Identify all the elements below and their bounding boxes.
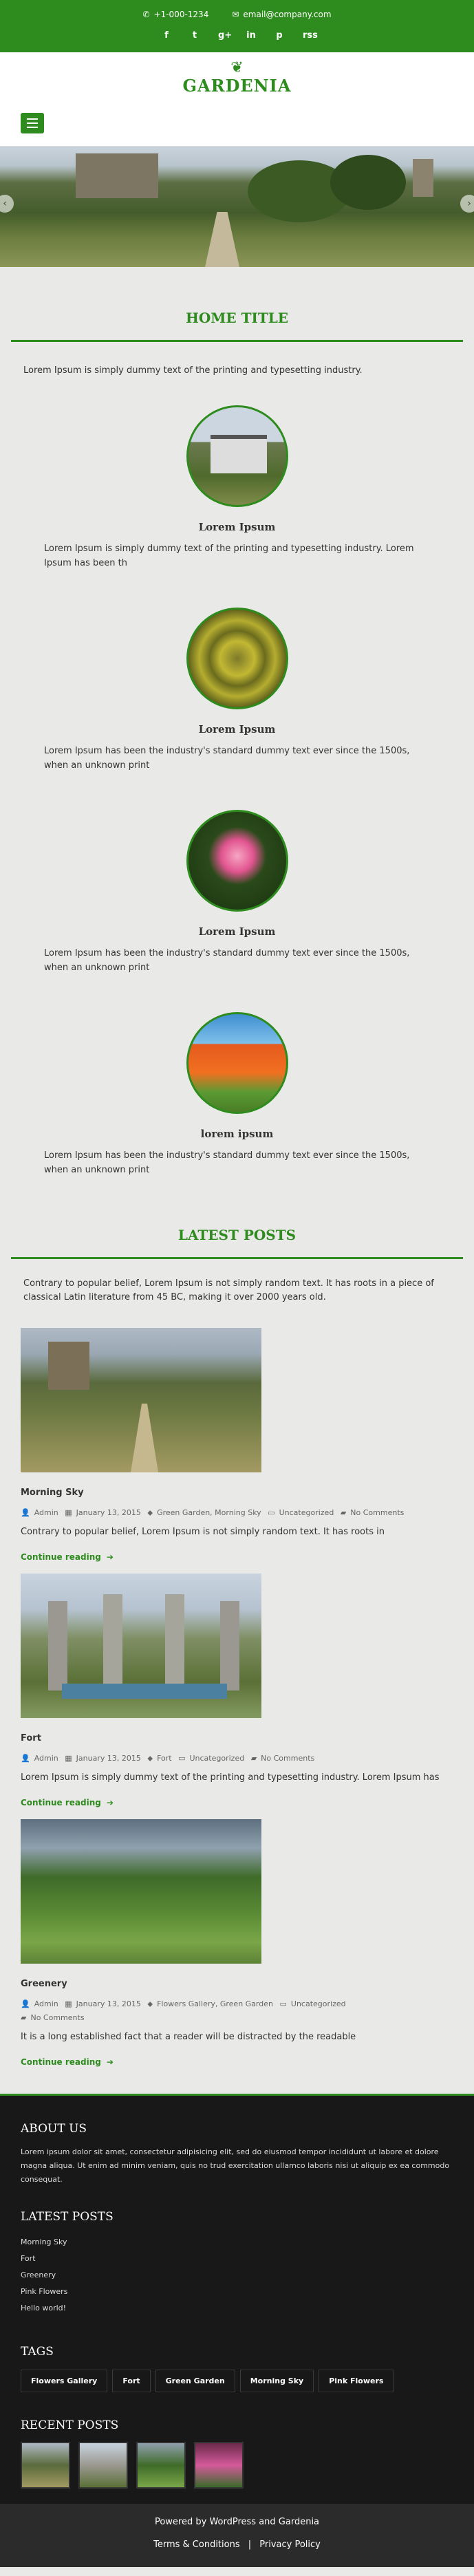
post-excerpt: It is a long established fact that a reader will be distracted by the readable: [21, 2032, 356, 2042]
tag-icon: ⬥: [147, 1508, 153, 1517]
recent-post-thumb[interactable]: [78, 2442, 128, 2489]
comment-icon: ▰: [250, 1754, 257, 1763]
tag-icon: ⬥: [147, 1999, 153, 2008]
post-item: [0, 1328, 474, 1563]
comment-icon: ▰: [21, 2013, 27, 2022]
post-title[interactable]: Greenery: [21, 1979, 67, 1989]
user-icon: 👤: [21, 1999, 30, 2008]
tag-icon: ⬥: [147, 1754, 153, 1763]
tag-button[interactable]: Morning Sky: [240, 2370, 314, 2392]
terms-link[interactable]: Terms & Conditions: [153, 2540, 240, 2550]
arrow-right-icon: ➔: [106, 1552, 114, 1562]
footer-post-link[interactable]: Hello world!: [21, 2304, 67, 2312]
top-bar: [0, 0, 474, 52]
twitter-icon[interactable]: t: [192, 30, 197, 41]
latest-posts-title: LATEST POSTS: [177, 1227, 297, 1243]
google-plus-icon[interactable]: g+: [218, 30, 233, 41]
post-title[interactable]: Fort: [21, 1733, 41, 1743]
email-contact[interactable]: ✉ email@company.com: [232, 10, 332, 19]
arrow-right-icon: ➔: [106, 2057, 114, 2067]
prev-slide-icon[interactable]: ‹: [0, 195, 14, 213]
recent-post-thumb[interactable]: [21, 2442, 70, 2489]
footer-post-link[interactable]: Fort: [21, 2254, 36, 2263]
tag-button[interactable]: Green Garden: [155, 2370, 235, 2392]
user-icon: 👤: [21, 1508, 30, 1517]
tag-button[interactable]: Flowers Gallery: [21, 2370, 107, 2392]
arrow-right-icon: ➔: [106, 1798, 114, 1807]
tag-button[interactable]: Fort: [112, 2370, 150, 2392]
calendar-icon: ▦: [65, 1999, 72, 2008]
feature-image[interactable]: [186, 405, 288, 507]
home-title: HOME TITLE: [185, 310, 289, 326]
post-meta: 👤 Admin ▦ January 13, 2015 ⬥ Flowers Gallery, Green Garden ▭ Uncategorized ▰ No Comments: [21, 1999, 346, 2022]
comment-icon: ▰: [340, 1508, 347, 1517]
feature-item: Lorem Ipsum Lorem Ipsum has been the industry's standard dummy text ever since the 1500s, when an unknown print: [0, 608, 474, 773]
calendar-icon: ▦: [65, 1754, 72, 1763]
post-title[interactable]: Morning Sky: [21, 1488, 84, 1498]
post-excerpt: Contrary to popular belief, Lorem Ipsum is not simply random text. It has roots in: [21, 1527, 385, 1537]
linkedin-icon[interactable]: in: [246, 30, 256, 41]
hamburger-icon: [27, 118, 38, 120]
site-logo[interactable]: ❦ GARDENIA: [0, 61, 474, 96]
tag-button[interactable]: Pink Flowers: [319, 2370, 394, 2392]
continue-reading-link[interactable]: Continue reading ➔: [21, 1798, 114, 1807]
footer-post-link[interactable]: Pink Flowers: [21, 2287, 68, 2296]
hero-slider: [0, 147, 474, 267]
leaf-icon: ❦: [230, 59, 244, 76]
latest-intro: Contrary to popular belief, Lorem Ipsum is not simply random text. It has roots in a piece of classical Latin literature from 45 BC, making it over 2000 years old.: [23, 1278, 434, 1302]
post-item: [0, 1819, 474, 2068]
continue-reading-link[interactable]: Continue reading ➔: [21, 1552, 114, 1562]
user-icon: 👤: [21, 1754, 30, 1763]
footer-post-link[interactable]: Greenery: [21, 2271, 56, 2279]
calendar-icon: ▦: [65, 1508, 72, 1517]
tags-title: TAGS: [21, 2345, 54, 2359]
footer-post-link[interactable]: Morning Sky: [21, 2237, 67, 2246]
privacy-link[interactable]: Privacy Policy: [259, 2540, 321, 2550]
about-title: ABOUT US: [21, 2122, 87, 2136]
copyright-text: Powered by WordPress and Gardenia: [154, 2517, 320, 2527]
post-thumbnail[interactable]: [21, 1574, 261, 1718]
next-slide-icon[interactable]: ›: [460, 195, 474, 213]
continue-reading-link[interactable]: Continue reading ➔: [21, 2057, 114, 2067]
recent-post-thumb[interactable]: [194, 2442, 244, 2489]
mail-icon: ✉: [232, 10, 239, 19]
facebook-icon[interactable]: f: [164, 30, 169, 41]
feature-image[interactable]: [186, 810, 288, 912]
feature-item: Lorem Ipsum Lorem Ipsum has been the industry's standard dummy text ever since the 1500s, when an unknown print: [0, 810, 474, 975]
post-excerpt: Lorem Ipsum is simply dummy text of the printing and typesetting industry. Lorem Ipsum has: [21, 1772, 440, 1783]
about-text: Lorem ipsum dolor sit amet, consectetur adipisicing elit, sed do eiusmod tempor incididunt ut labore et dolore magna aliqua. Ut enim ad minim veniam, quis no trud exercitation ullamco laboris nisi ut aliquip ex ea commodo consequat.: [21, 2147, 450, 2184]
feature-image[interactable]: [186, 608, 288, 709]
rss-icon[interactable]: rss: [303, 30, 318, 41]
phone-icon: ✆: [142, 10, 150, 19]
site-footer: [0, 2096, 474, 2504]
post-thumbnail[interactable]: [21, 1819, 261, 1964]
footer-latest-title: LATEST POSTS: [21, 2210, 114, 2224]
post-thumbnail[interactable]: [21, 1328, 261, 1472]
folder-icon: ▭: [178, 1754, 186, 1763]
folder-icon: ▭: [279, 1999, 287, 2008]
post-meta: 👤 Admin ▦ January 13, 2015 ⬥ Green Garden, Morning Sky ▭ Uncategorized ▰ No Comments: [21, 1508, 405, 1517]
post-meta: 👤 Admin ▦ January 13, 2015 ⬥ Fort ▭ Uncategorized ▰ No Comments: [21, 1754, 315, 1763]
menu-toggle-button[interactable]: [21, 113, 44, 133]
recent-posts-title: RECENT POSTS: [21, 2418, 119, 2432]
feature-item: Lorem Ipsum Lorem Ipsum is simply dummy text of the printing and typesetting industry. Lorem Ipsum has been th: [0, 405, 474, 570]
post-item: [0, 1574, 474, 1808]
site-header: [0, 52, 474, 147]
recent-post-thumb[interactable]: [136, 2442, 186, 2489]
home-intro: Lorem Ipsum is simply dummy text of the printing and typesetting industry.: [23, 365, 363, 376]
phone-contact[interactable]: ✆ +1-000-1234: [142, 10, 209, 19]
copyright-bar: Powered by WordPress and Gardenia Terms & Conditions | Privacy Policy: [0, 2504, 474, 2567]
pinterest-icon[interactable]: p: [276, 30, 283, 41]
feature-item: lorem ipsum Lorem Ipsum has been the industry's standard dummy text ever since the 1500s, when an unknown print: [0, 1012, 474, 1177]
folder-icon: ▭: [268, 1508, 275, 1517]
feature-image[interactable]: [186, 1012, 288, 1114]
